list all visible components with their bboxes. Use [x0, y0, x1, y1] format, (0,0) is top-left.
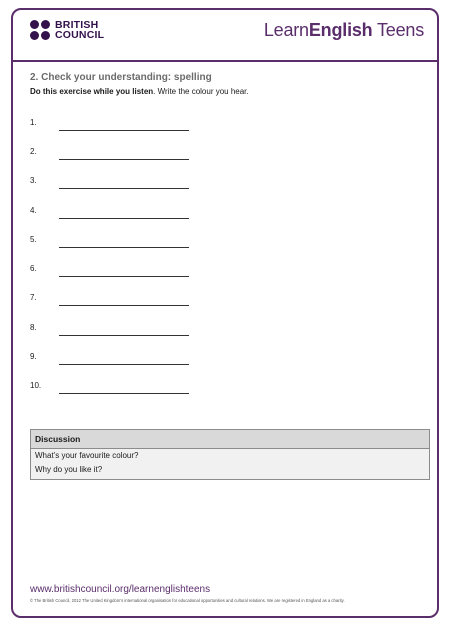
answer-blank[interactable]: [59, 364, 189, 365]
british-council-logo-line1: BRITISH: [55, 19, 99, 31]
logo-learn: Learn: [263, 20, 309, 40]
answer-number: 9.: [30, 352, 37, 361]
discussion-heading: Discussion: [31, 430, 429, 449]
logo-english: English: [308, 20, 373, 40]
answer-blank[interactable]: [59, 305, 189, 306]
exercise-instructions: [30, 87, 249, 96]
footer-copyright: © The British Council, 2012 The United Kingdom’s international organisation for educational opportunities and cultural relations. We are registered in England as a charity.: [30, 598, 345, 603]
answer-number: 10.: [30, 381, 42, 390]
british-council-logo: [30, 20, 104, 40]
instruction-rest: . Write the colour you hear.: [153, 87, 249, 96]
answer-number: 3.: [30, 176, 37, 185]
header-divider: [11, 60, 439, 62]
british-council-logo-line2: COUNCIL: [55, 29, 105, 41]
learnenglish-teens-logo: [264, 20, 424, 41]
answer-number: 4.: [30, 206, 37, 215]
discussion-question: Why do you like it?: [35, 465, 103, 474]
discussion-question: What’s your favourite colour?: [35, 451, 139, 460]
answer-blank[interactable]: [59, 393, 189, 394]
answer-blank[interactable]: [59, 159, 189, 160]
british-council-dots-icon: [30, 20, 50, 40]
answer-number: 5.: [30, 235, 37, 244]
logo-teens: Teens: [372, 20, 424, 40]
answer-blank[interactable]: [59, 247, 189, 248]
answer-blank[interactable]: [59, 335, 189, 336]
answer-number: 8.: [30, 323, 37, 332]
page-frame: [11, 8, 439, 618]
answer-blank[interactable]: [59, 130, 189, 131]
discussion-box: [30, 429, 430, 480]
answer-number: 1.: [30, 118, 37, 127]
answer-blank[interactable]: [59, 218, 189, 219]
answer-number: 6.: [30, 264, 37, 273]
answer-number: 7.: [30, 293, 37, 302]
answer-blank[interactable]: [59, 188, 189, 189]
instruction-bold: Do this exercise while you listen: [30, 87, 154, 96]
answer-number: 2.: [30, 147, 37, 156]
answer-blank[interactable]: [59, 276, 189, 277]
footer-url-link[interactable]: www.britishcouncil.org/learnenglishteens: [30, 584, 211, 595]
exercise-title: 2. Check your understanding: spelling: [30, 72, 212, 83]
